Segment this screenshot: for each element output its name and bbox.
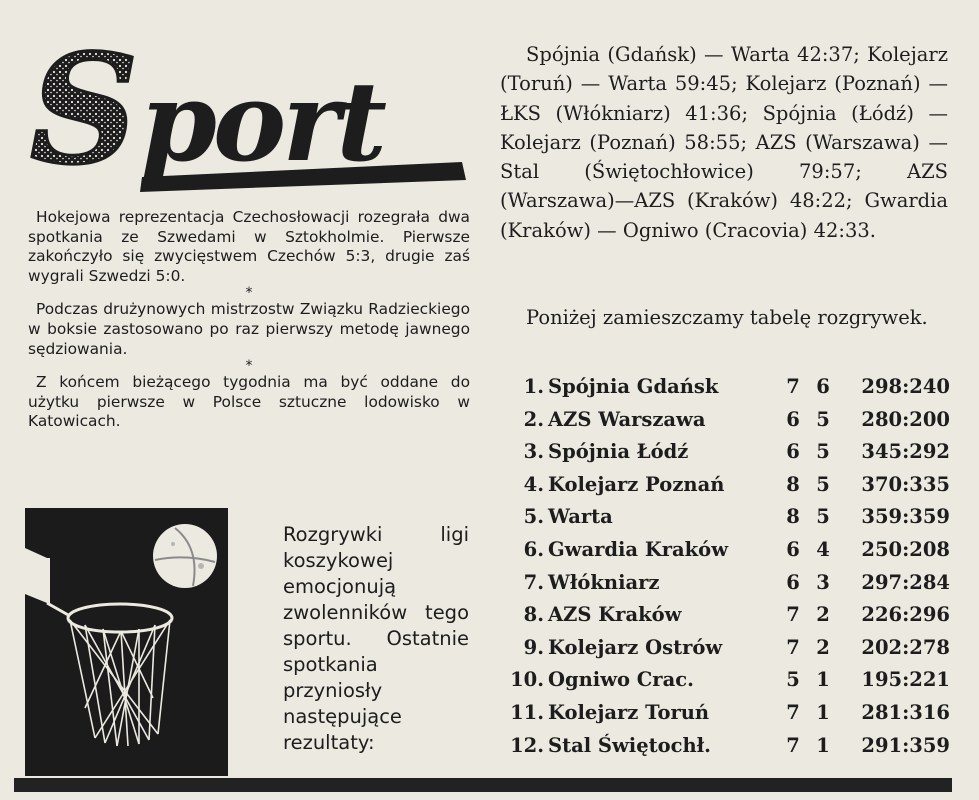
team-rank: 1. [523,375,544,398]
sport-title-rest: port [140,57,384,186]
team-rank: 7. [523,570,544,594]
points-ratio: 298:240 [861,375,950,398]
team-name: AZS Warszawa [548,407,706,431]
games-played: 7 [786,733,800,757]
games-played: 6 [786,407,800,431]
sport-heading-art [22,22,472,197]
points-ratio: 281:316 [861,700,950,724]
team-name: Gwardia Kraków [548,537,728,561]
points-ratio: 202:278 [861,635,950,659]
games-played: 7 [786,603,800,627]
team-name: Warta [548,505,613,529]
table-row [504,436,950,469]
points-ratio: 226:296 [861,603,950,627]
team-name: Kolejarz Ostrów [548,635,723,659]
table-row [504,501,950,534]
league-intro [283,522,469,756]
games-played: 8 [786,505,800,529]
table-row [504,371,950,404]
points-ratio: 370:335 [861,472,950,496]
table-row [504,730,950,763]
wins-count: 6 [816,375,830,398]
team-name: AZS Kraków [548,603,682,627]
games-played: 7 [786,375,800,398]
points-ratio: 250:208 [861,537,950,561]
table-intro-text: Poniżej zamieszczamy tabelę rozgrywek. [526,306,928,329]
team-name: Ogniwo Crac. [548,668,694,692]
points-ratio: 280:200 [861,407,950,431]
sport-title-letter-s: S [30,22,139,197]
team-rank: 10. [510,668,544,692]
wins-count: 3 [816,570,830,594]
match-results [500,40,948,245]
wins-count: 5 [816,505,830,529]
team-name: Kolejarz Poznań [548,472,725,496]
team-name: Spójnia Łódź [548,440,689,464]
table-row [504,632,950,665]
team-rank: 8. [523,603,544,627]
sport-heading [22,22,472,197]
wins-count: 1 [816,700,830,724]
wins-count: 1 [816,668,830,692]
table-intro [500,304,948,332]
match-results-text: Spójnia (Gdańsk) — Warta 42:37; Kolejarz (Toruń) — Warta 59:45; Kolejarz (Poznań) — ŁKS (Włókniarz) 41:36; Spójnia (Łódź) — Kolejarz (Poznań) 58:55; AZS (Warszawa) — Stal (Świętochłowice) 79:57; AZS (Warszawa)—AZS (Kraków) 48:22; Gwardia (Kraków) — Ogniwo (Cracovia) 42:33. [500,43,948,242]
table-row [504,567,950,600]
games-played: 8 [786,472,800,496]
table-row [504,599,950,632]
team-name: Spójnia Gdańsk [548,375,719,398]
team-rank: 2. [523,407,544,431]
games-played: 6 [786,440,800,464]
team-rank: 5. [523,505,544,529]
team-rank: 9. [523,635,544,659]
news-column [28,208,470,432]
news-paragraph: Podczas drużynowych mistrzostw Związku Radzieckiego w boksie zastosowano po raz pierwszy metodę jawnego sędziowania. [28,300,470,358]
table-row [504,664,950,697]
team-rank: 4. [523,472,544,496]
games-played: 7 [786,700,800,724]
points-ratio: 345:292 [861,440,950,464]
wins-count: 5 [816,440,830,464]
points-ratio: 195:221 [861,668,950,692]
table-row [504,404,950,437]
team-rank: 11. [510,700,544,724]
team-name: Stal Świętochł. [548,733,711,757]
wins-count: 2 [816,603,830,627]
table-row [504,697,950,730]
games-played: 5 [786,668,800,692]
team-rank: 3. [523,440,544,464]
points-ratio: 359:359 [861,505,950,529]
wins-count: 2 [816,635,830,659]
team-rank: 6. [523,537,544,561]
separator-star: * [245,358,253,375]
team-rank: 12. [510,733,544,757]
team-name: Włókniarz [548,570,660,594]
standings-table [504,371,950,762]
points-ratio: 297:284 [861,570,950,594]
team-name: Kolejarz Toruń [548,700,710,724]
games-played: 6 [786,570,800,594]
games-played: 7 [786,635,800,659]
bottom-rule [14,778,952,792]
separator-star: * [245,285,253,302]
wins-count: 1 [816,733,830,757]
news-paragraph: Hokejowa reprezentacja Czechosłowacji rozegrała dwa spotkania ze Szwedami w Sztokholmie. Pierwsze zakończyło się zwycięstwem Czechów 5:3, drugie zaś wygrali Szwedzi 5:0. [28,208,470,285]
basketball-illustration [25,508,228,776]
wins-count: 5 [816,472,830,496]
points-ratio: 291:359 [861,733,950,757]
wins-count: 4 [816,537,830,561]
news-paragraph: Z końcem bieżącego tygodnia ma być oddane do użytku pierwsze w Polsce sztuczne lodowisko w Katowicach. [28,373,470,431]
table-row [504,469,950,502]
wins-count: 5 [816,407,830,431]
table-row [504,534,950,567]
games-played: 6 [786,537,800,561]
league-intro-text: Rozgrywki ligi koszykowej emocjonują zwolenników tego sportu. Ostatnie spotkania przyniosły następujące rezultaty: [283,523,469,754]
